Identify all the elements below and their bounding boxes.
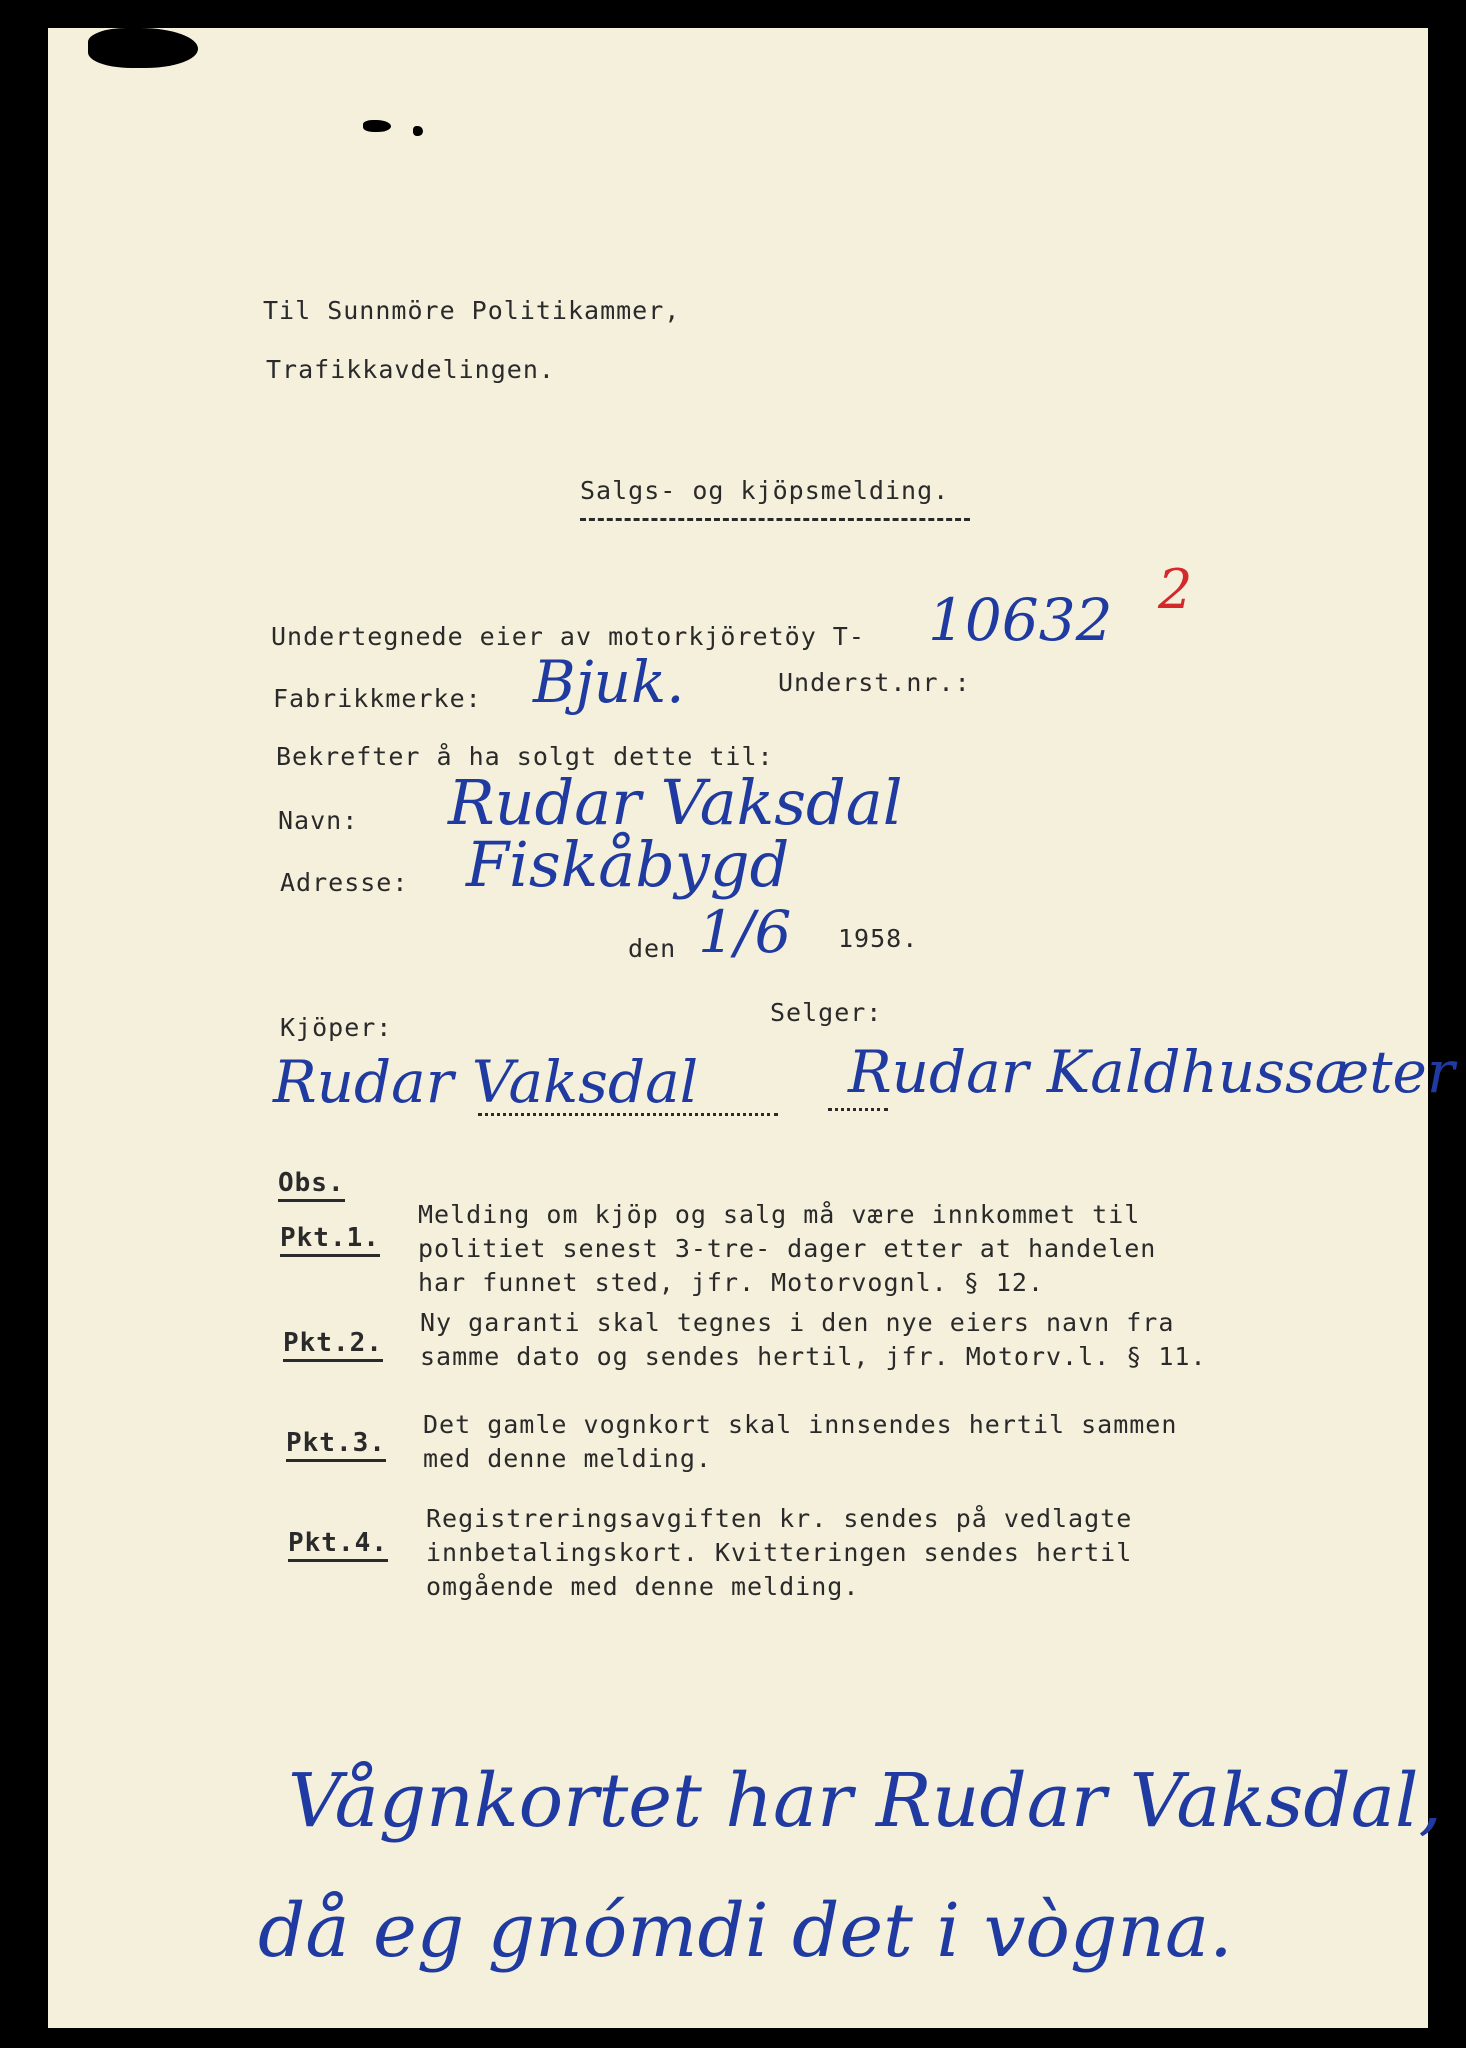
- date-value: 1/6: [698, 898, 792, 966]
- chassis-label: Underst.nr.:: [778, 668, 971, 697]
- page-mark: 2: [1158, 558, 1193, 621]
- note-2-label: Pkt.2.: [283, 1328, 383, 1362]
- date-year: 1958.: [838, 924, 919, 953]
- vehicle-number: 10632: [928, 586, 1113, 654]
- note-line: omgående med denne melding.: [426, 1572, 860, 1601]
- ink-blot: [413, 126, 423, 136]
- name-value: Rudar Vaksdal: [448, 766, 903, 839]
- handwritten-note-line-1: Vågnkortet har Rudar Vaksdal,: [288, 1758, 1443, 1844]
- note-1-label: Pkt.1.: [280, 1223, 380, 1257]
- seller-signature: Rudar Kaldhussæter: [848, 1038, 1455, 1106]
- note-3-label: Pkt.3.: [286, 1428, 386, 1462]
- note-3-text: [423, 1408, 1177, 1476]
- ink-blot: [363, 120, 391, 132]
- vehicle-label: Undertegnede eier av motorkjöretöy T-: [271, 622, 865, 651]
- note-line: Ny garanti skal tegnes i den nye eiers navn fra: [420, 1308, 1175, 1337]
- note-line: innbetalingskort. Kvitteringen sendes hertil: [426, 1538, 1133, 1567]
- note-4-label: Pkt.4.: [288, 1528, 388, 1562]
- buyer-label: Kjöper:: [280, 1013, 393, 1042]
- title-underline: [580, 518, 970, 521]
- note-1-text: [418, 1198, 1156, 1300]
- address-label: Adresse:: [280, 868, 409, 897]
- seller-signature-line: [828, 1108, 888, 1111]
- note-line: har funnet sted, jfr. Motorvognl. § 12.: [418, 1268, 1044, 1297]
- address-value: Fiskåbygd: [466, 828, 790, 901]
- note-line: Registreringsavgiften kr. sendes på vedlagte: [426, 1504, 1133, 1533]
- confirm-label: Bekrefter å ha solgt dette til:: [276, 742, 774, 771]
- note-line: Melding om kjöp og salg må være innkommet til: [418, 1200, 1141, 1229]
- note-line: med denne melding.: [423, 1444, 712, 1473]
- page-title: Salgs- og kjöpsmelding.: [580, 476, 950, 505]
- addressee-line-1: Til Sunnmöre Politikammer,: [263, 296, 681, 325]
- addressee-line-2: Trafikkavdelingen.: [266, 355, 555, 384]
- buyer-signature-line: [478, 1113, 778, 1116]
- buyer-signature: Rudar Vaksdal: [273, 1048, 699, 1116]
- torn-corner-blot: [88, 28, 198, 68]
- name-label: Navn:: [278, 806, 359, 835]
- document-page: [48, 28, 1455, 2028]
- note-2-text: [420, 1306, 1207, 1374]
- date-prefix: den: [628, 934, 677, 963]
- brand-value: Bjuk.: [533, 648, 685, 716]
- handwritten-note-line-2: då eg gnómdi det i vògna.: [258, 1888, 1233, 1974]
- brand-label: Fabrikkmerke:: [273, 684, 482, 713]
- note-line: samme dato og sendes hertil, jfr. Motorv.l. § 11.: [420, 1342, 1207, 1371]
- note-line: Det gamle vognkort skal innsendes hertil sammen: [423, 1410, 1178, 1439]
- seller-label: Selger:: [770, 998, 883, 1027]
- note-line: politiet senest 3-tre- dager etter at handelen: [418, 1234, 1157, 1263]
- notes-heading: Obs.: [278, 1168, 345, 1202]
- note-4-text: [426, 1502, 1132, 1604]
